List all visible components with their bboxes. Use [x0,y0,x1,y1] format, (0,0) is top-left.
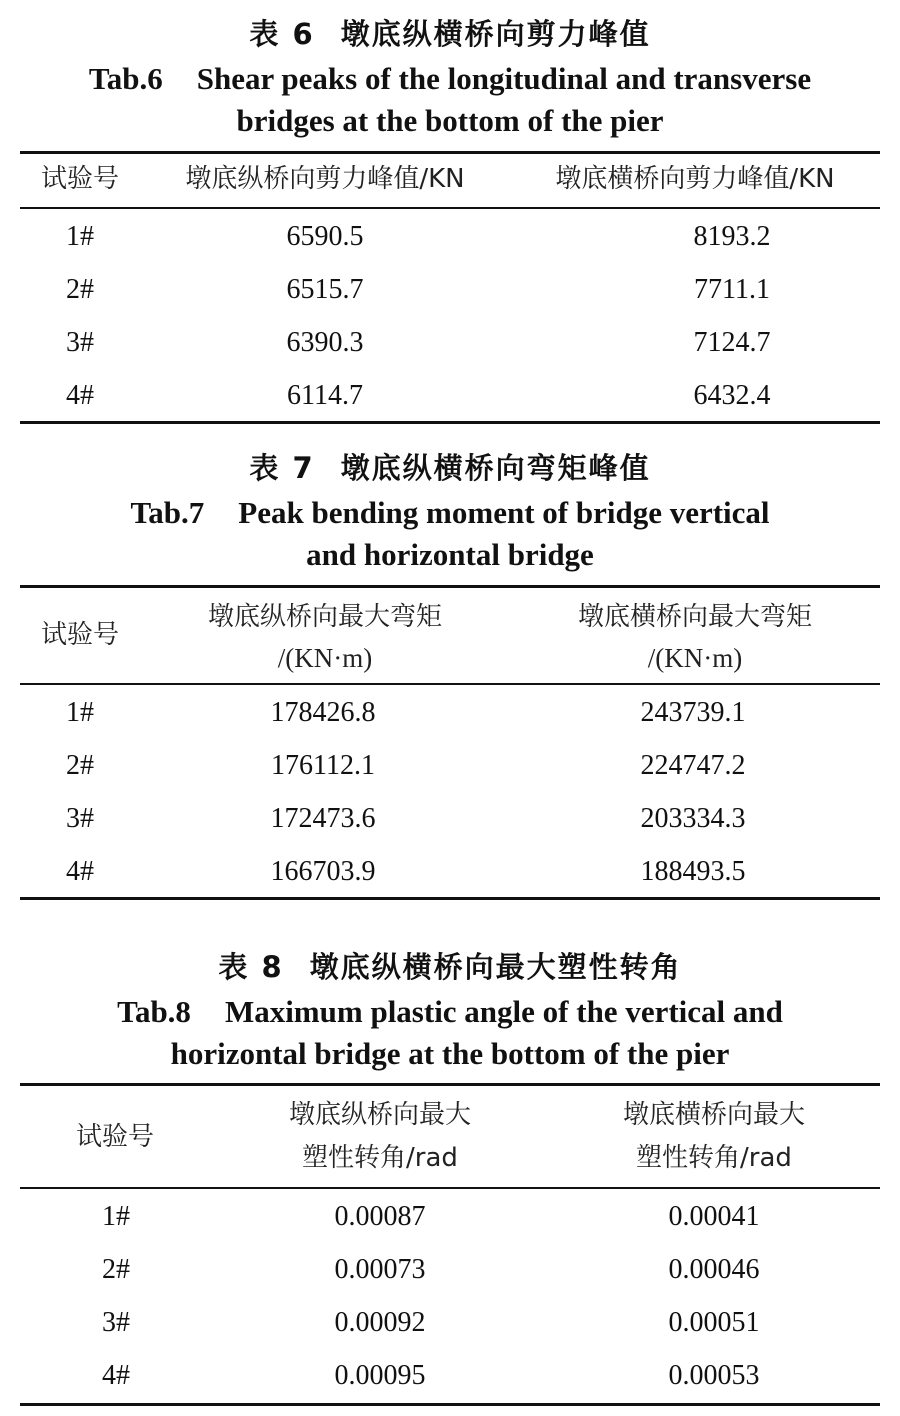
table-8-cell-trial: 3# [102,1307,130,1338]
table-8-cell-trial: 2# [102,1254,130,1285]
table-8-cell-longitudinal: 0.00092 [334,1307,426,1338]
table-7-cell-trial: 2# [66,750,94,781]
table-8-en-title-line-2: horizontal bridge at the bottom of the pier [170,1036,730,1071]
table-7-top-rule [20,585,880,588]
table-6-en-title-line-1: Shear peaks of the longitudinal and transverse [196,61,812,96]
table-6-cell-longitudinal: 6590.5 [286,221,364,252]
table-6-en-caption [0,58,900,142]
table-8-cell-transverse: 0.00046 [668,1254,760,1285]
table-7-en-label: Tab.7 [130,495,205,530]
table-8-cn-title: 墩底纵横桥向最大塑性转角 [309,950,682,984]
table-6-cn-caption [0,16,900,52]
table-6-cell-trial: 2# [66,274,94,305]
table-8-cell-longitudinal: 0.00087 [334,1201,426,1232]
table-7-cell-trial: 1# [66,697,94,728]
table-6-cell-transverse: 7711.1 [694,274,770,305]
table-6-header-rule [20,207,880,209]
table-7-en-title-line-2: and horizontal bridge [306,537,594,572]
table-7-bottom-rule [20,897,880,900]
table-6-cell-transverse: 7124.7 [693,327,771,358]
table-7-cell-transverse: 224747.2 [640,750,746,781]
table-6-cell-longitudinal: 6114.7 [287,380,363,411]
table-6-cn-title: 墩底纵横桥向剪力峰值 [340,17,651,51]
table-6-en-title-line-2: bridges at the bottom of the pier [236,103,664,138]
table-8-header-transverse-line-1: 墩底横桥向最大 [622,1100,805,1130]
table-7-cell-longitudinal: 172473.6 [270,803,376,834]
table-6-cn-label: 表 6 [249,17,315,51]
table-7-header-transverse-line-2: /(KN·m) [647,643,743,673]
table-8-cell-transverse: 0.00051 [668,1307,760,1338]
table-8-header-rule [20,1187,880,1189]
table-7-header-longitudinal-line-1: 墩底纵桥向最大弯矩 [207,602,442,632]
table-7-header-longitudinal-line-2: /(KN·m) [277,643,373,673]
table-8-header-longitudinal-line-1: 墩底纵桥向最大 [288,1100,471,1130]
table-6-cell-longitudinal: 6515.7 [286,274,364,305]
table-6-cell-trial: 1# [66,221,94,252]
table-6-header-trial: 试验号 [40,164,119,194]
table-8-top-rule [20,1083,880,1086]
table-6-header-transverse: 墩底横桥向剪力峰值/KN [555,164,835,194]
table-7-cell-trial: 3# [66,803,94,834]
table-6-bottom-rule [20,421,880,424]
table-7-cell-longitudinal: 178426.8 [270,697,376,728]
table-8-cell-trial: 1# [102,1201,130,1232]
table-7-header-rule [20,683,880,685]
table-6-cell-trial: 3# [66,327,94,358]
table-8-en-label: Tab.8 [117,994,191,1029]
table-7-cell-transverse: 203334.3 [640,803,746,834]
table-8-header-longitudinal-line-2: 塑性转角/rad [302,1143,458,1173]
table-7-cell-trial: 4# [66,856,94,887]
table-7-en-title-line-1: Peak bending moment of bridge vertical [238,495,770,530]
table-8-cell-trial: 4# [102,1360,130,1391]
table-6-cell-trial: 4# [66,380,94,411]
table-6-cell-transverse: 6432.4 [693,380,771,411]
table-8-cell-longitudinal: 0.00073 [334,1254,426,1285]
table-7-cn-caption [0,450,900,486]
table-7-en-caption [0,492,900,576]
table-6-cell-transverse: 8193.2 [693,221,771,252]
table-8-cell-longitudinal: 0.00095 [334,1360,426,1391]
table-7-header-transverse-line-1: 墩底横桥向最大弯矩 [577,602,812,632]
table-8-cell-transverse: 0.00041 [668,1201,760,1232]
table-8-cn-label: 表 8 [218,950,284,984]
table-6-cell-longitudinal: 6390.3 [286,327,364,358]
table-7-header-trial: 试验号 [40,620,119,650]
table-7-cn-label: 表 7 [249,451,315,485]
table-6-top-rule [20,151,880,154]
table-8-header-transverse-line-2: 塑性转角/rad [636,1143,792,1173]
table-8-header-trial: 试验号 [75,1122,154,1152]
table-6-en-label: Tab.6 [88,61,163,96]
table-8-en-caption [0,991,900,1075]
table-7-cell-transverse: 243739.1 [640,697,746,728]
table-8-en-title-line-1: Maximum plastic angle of the vertical and [224,994,783,1029]
table-6-header-longitudinal: 墩底纵桥向剪力峰值/KN [185,164,465,194]
table-8-cell-transverse: 0.00053 [668,1360,760,1391]
table-7-cn-title: 墩底纵横桥向弯矩峰值 [340,451,651,485]
table-8-cn-caption [0,949,900,985]
table-7-cell-longitudinal: 176112.1 [271,750,375,781]
table-8-bottom-rule [20,1403,880,1406]
table-7-cell-transverse: 188493.5 [640,856,746,887]
table-7-cell-longitudinal: 166703.9 [270,856,376,887]
